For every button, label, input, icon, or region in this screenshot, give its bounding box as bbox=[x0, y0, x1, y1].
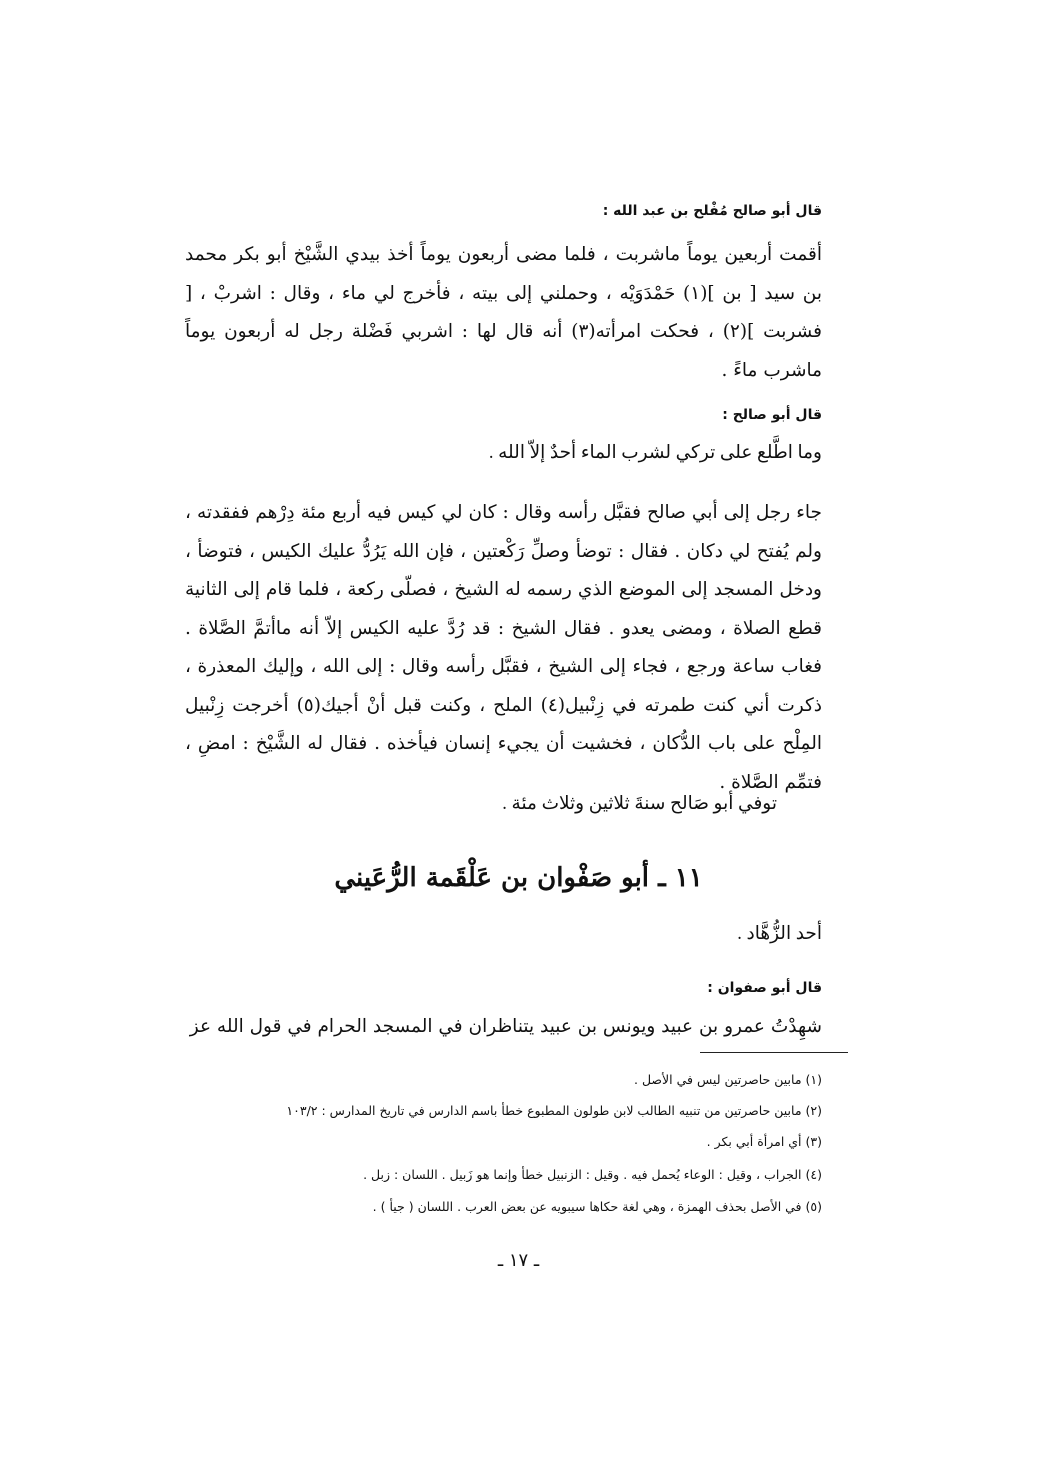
footnote: (١) مابين حاصرتين ليس في الأصل . bbox=[634, 1072, 822, 1087]
body-text-block bbox=[185, 236, 822, 390]
paragraph: شهِدْتُ عمرو بن عبيد ويونس بن عبيد يتناظران في المسجد الحرام في قول الله عز bbox=[189, 1016, 822, 1037]
footnote: (٥) في الأصل بحذف الهمزة ، وهي لغة حكاها سيبويه عن بعض العرب . اللسان ( جيأ ) . bbox=[372, 1199, 822, 1214]
body-text-block bbox=[185, 494, 822, 802]
paragraph: أقمت أربعين يوماً ماشربت ، فلما مضى أربعون يوماً أخذ بيدي الشَّيْخ أبو بكر محمد بن سيد [ بن ](١) حَمْدَوَيْه ، وحملني إلى بيته ، فأخرج لي ماء ، وقال : اشربْ ، [ فشربت ](٢) ، فحكت امرأته(٣) أنه قال لها : اشربي فَضْلة رجل له أربعون يوماً ماشرب ماءً . bbox=[185, 244, 822, 381]
section-heading: قال أبو صفوان : bbox=[707, 980, 822, 996]
paragraph: توفي أبو صَالح سنةَ ثلاثين وثلاث مئة . bbox=[502, 794, 777, 814]
footnote: (٢) مابين حاصرتين من تنبيه الطالب لابن طولون المطبوع خطأ باسم الدارس في تاريخ المدارس : ١٠٣/٢ bbox=[286, 1103, 822, 1118]
footnote-divider bbox=[700, 1052, 848, 1053]
footnote: (٤) الجراب ، وقيل : الوعاء يُحمل فيه . وقيل : الزنبيل خطأ وإنما هو زَبيل . اللسان : زبل . bbox=[363, 1167, 822, 1182]
chapter-title: ١١ ـ أبو صَفْوان بن عَلْقَمة الرُّعَيني bbox=[334, 863, 703, 893]
paragraph: وما اطَّلع على تركي لشرب الماء أحدٌ إلاّ الله . bbox=[488, 443, 822, 463]
footnote: (٣) أي امرأة أبي بكر . bbox=[706, 1134, 822, 1149]
section-heading: قال أبو صالح : bbox=[722, 407, 822, 423]
paragraph: جاء رجل إلى أبي صالح فقبَّل رأسه وقال : كان لي كيس فيه أربع مئة دِرْهم ففقدته ، ولم يُفتح لي دكان . فقال : توضأ وصلِّ رَكْعتين ، فإن الله يَرُدُّ عليك الكيس ، فتوضأ ، ودخل المسجد إلى الموضع الذي رسمه له الشيخ ، فصلّى ركعة ، فلما قام إلى الثانية قطع الصلاة ، ومضى يعدو . فقال الشيخ : قد رُدَّ عليه الكيس إلاّ أنه ماأتمَّ الصَّلاة . فغاب ساعة ورجع ، فجاء إلى الشيخ ، فقبَّل رأسه وقال : إلى الله ، وإليك المعذرة ، ذكرت أني كنت طمرته في زِنْبيل(٤) الملح ، وكنت قبل أنْ أجيك(٥) أخرجت زِنْبيل المِلْح على باب الدُّكان ، فخشيت أن يجيء إنسان فيأخذه . فقال له الشَّيْخ : امضِ ، فتمِّم الصَّلاة . bbox=[185, 502, 822, 793]
paragraph: أحد الزُّهَّاد . bbox=[737, 924, 822, 944]
section-heading: قال أبو صالح مُفْلح بن عبد الله : bbox=[602, 203, 822, 219]
body-text-block bbox=[185, 1008, 822, 1047]
page-number: ـ ١٧ ـ bbox=[497, 1250, 540, 1271]
